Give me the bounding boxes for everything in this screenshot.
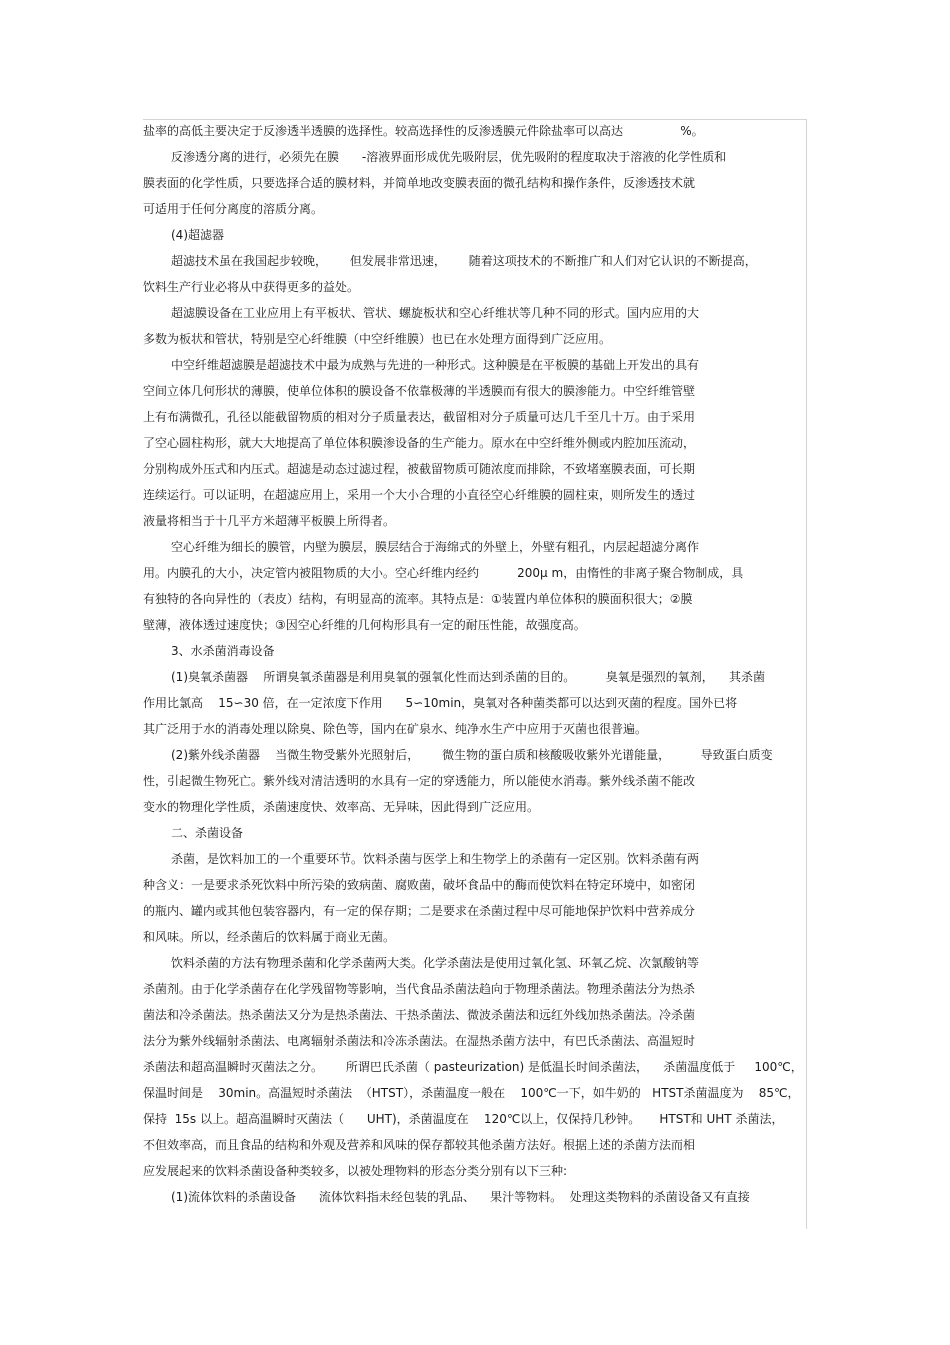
text-line: 保温时间是 30min。高温短时杀菌法 （HTST），杀菌温度一般在 100℃一下，如牛奶的 HTST杀菌温度为 85℃， [143,1086,800,1100]
text-line: 反渗透分离的进行，必须先在膜 -溶液界面形成优先吸附层，优先吸附的程度取决于溶液的化学性质和 [171,150,727,164]
text-line: 3、水杀菌消毒设备 [171,644,275,658]
text-line: 不但效率高，而且食品的结构和外观及营养和风味的保存都较其他杀菌方法好。根据上述的杀菌方法而相 [143,1138,696,1152]
text-line: 的瓶内、罐内或其他包装容器内，有一定的保存期；二是要求在杀菌过程中尽可能地保护饮料中营养成分 [143,904,696,918]
text-line: 超滤膜设备在工业应用上有平板状、管状、螺旋板状和空心纤维状等几种不同的形式。国内应用的大 [171,306,700,320]
text-line: (1)流体饮料的杀菌设备 流体饮料指未经包装的乳品、 果汁等物料。 处理这类物料的杀菌设备又有直接 [171,1190,750,1204]
text-line: 用。内膜孔的大小，决定管内被阻物质的大小。空心纤维内经约 200μ m，由惰性的非离子聚合物制成，具 [143,566,744,580]
text-line: 液量将相当于十几平方米超薄平板膜上所得者。 [143,514,396,528]
text-line: 连续运行。可以证明，在超滤应用上，采用一个大小合理的小直径空心纤维膜的圆柱束，则所发生的透过 [143,488,696,502]
text-line: 中空纤维超滤膜是超滤技术中最为成熟与先进的一种形式。这种膜是在平板膜的基础上开发出的具有 [171,358,700,372]
text-line: 其广泛用于水的消毒处理以除臭、除色等，国内在矿泉水、纯净水生产中应用于灭菌也很普遍。 [143,722,648,736]
text-line: 作用比氯高 15∽30 倍，在一定浓度下作用 5∽10min，臭氧对各种菌类都可以达到灭菌的程度。国外已将 [143,696,738,710]
text-line: (2)紫外线杀菌器 当微生物受紫外光照射后， 微生物的蛋白质和核酸吸收紫外光谱能量， 导致蛋白质变 [171,748,773,762]
text-line: 杀菌剂。由于化学杀菌存在化学残留物等影响，当代食品杀菌法趋向于物理杀菌法。物理杀菌法分为热杀 [143,982,696,996]
document-body [143,122,807,1214]
text-line: 法分为紫外线辐射杀菌法、电离辐射杀菌法和冷冻杀菌法。在湿热杀菌方法中，有巴氏杀菌法、高温短时 [143,1034,696,1048]
text-line: 了空心圆柱构形，就大大地提高了单位体积膜渗设备的生产能力。原水在中空纤维外侧或内腔加压流动， [143,436,696,450]
text-line: 上有布满微孔，孔径以能截留物质的相对分子质量表达，截留相对分子质量可达几千至几十万。由于采用 [143,410,696,424]
text-line: 二、杀菌设备 [171,826,244,840]
text-line: 菌法和冷杀菌法。热杀菌法又分为是热杀菌法、干热杀菌法、微波杀菌法和远红外线加热杀菌法。冷杀菌 [143,1008,696,1022]
text-line: 可适用于任何分离度的溶质分离。 [143,202,324,216]
text-line: 杀菌，是饮料加工的一个重要环节。饮料杀菌与医学上和生物学上的杀菌有一定区别。饮料杀菌有两 [171,852,700,866]
text-line: 膜表面的化学性质，只要选择合适的膜材料，并简单地改变膜表面的微孔结构和操作条件，反渗透技术就 [143,176,696,190]
text-line: 饮料杀菌的方法有物理杀菌和化学杀菌两大类。化学杀菌法是使用过氧化氢、环氧乙烷、次氯酸钠等 [171,956,700,970]
text-line: 多数为板状和管状，特别是空心纤维膜（中空纤维膜）也已在水处理方面得到广泛应用。 [143,332,612,346]
text-line: 种含义：一是要求杀死饮料中所污染的致病菌、腐败菌，破坏食品中的酶而使饮料在特定环境中，如密闭 [143,878,696,892]
text-line: 分别构成外压式和内压式。超滤是动态过滤过程，被截留物质可随浓度而排除，不致堵塞膜表面，可长期 [143,462,696,476]
text-line: (1)臭氧杀菌器 所谓臭氧杀菌器是利用臭氧的强氧化性而达到杀菌的目的。 臭氧是强烈的氧剂， 其杀菌 [171,670,766,684]
text-line: 壁薄，液体透过速度快；③因空心纤维的几何构形具有一定的耐压性能，故强度高。 [143,618,586,632]
text-line: 和风味。所以，经杀菌后的饮料属于商业无菌。 [143,930,396,944]
text-line: 保持 15s 以上。超高温瞬时灭菌法（ UHT)，杀菌温度在 120℃以上，仅保持几秒钟。 HTST和 UHT 杀菌法， [143,1112,784,1126]
text-line: 变水的物理化学性质，杀菌速度快、效率高、无异味，因此得到广泛应用。 [143,800,540,814]
text-line: 盐率的高低主要决定于反渗透半透膜的选择性。较高选择性的反渗透膜元件除盐率可以高达 %。 [143,124,704,138]
text-line: 空心纤维为细长的膜管，内壁为膜层，膜层结合于海绵式的外壁上，外壁有粗孔，内层起超滤分离作 [171,540,700,554]
text-line: 饮料生产行业必将从中获得更多的益处。 [143,280,360,294]
text-line: 有独特的各向异性的（表皮）结构，有明显高的流率。其特点是：①装置内单位体积的膜面积很大；②膜 [143,592,693,606]
text-line: 空间立体几何形状的薄膜，使单位体积的膜设备不依靠极薄的半透膜而有很大的膜渗能力。中空纤维管壁 [143,384,696,398]
text-line: (4)超滤器 [171,228,224,242]
text-line: 应发展起来的饮料杀菌设备种类较多，以被处理物料的形态分类分别有以下三种: [143,1164,568,1178]
text-line: 性，引起微生物死亡。紫外线对清洁透明的水具有一定的穿透能力，所以能使水消毒。紫外线杀菌不能改 [143,774,696,788]
text-line: 杀菌法和超高温瞬时灭菌法之分。 所谓巴氏杀菌（ pasteurization) 是低温长时间杀菌法， 杀菌温度低于 100℃， [143,1060,803,1074]
text-line: 超滤技术虽在我国起步较晚， 但发展非常迅速， 随着这项技术的不断推广和人们对它认识的不断提高， [171,254,757,268]
